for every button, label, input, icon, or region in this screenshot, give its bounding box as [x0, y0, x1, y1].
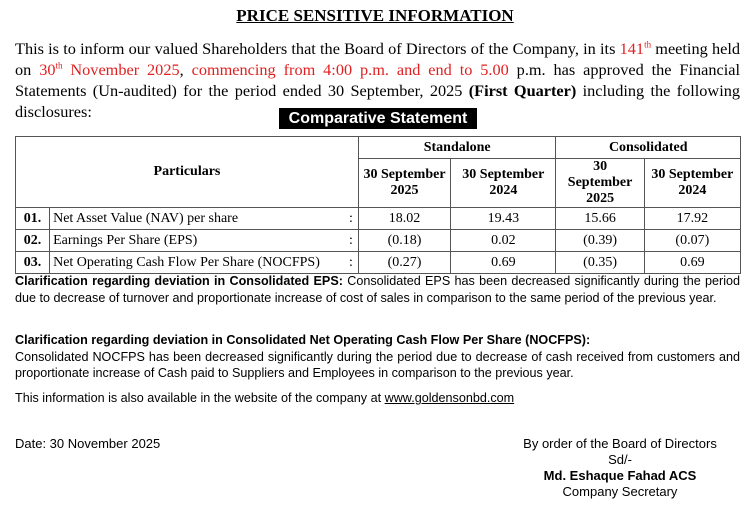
- sup: th: [55, 60, 63, 71]
- nocfps-clarification: [15, 332, 740, 382]
- signature-block: [505, 436, 735, 500]
- standalone-header: Standalone: [358, 137, 556, 159]
- consolidated-header: Consolidated: [556, 137, 741, 159]
- row-number: 03.: [16, 252, 50, 274]
- meeting-time: commencing from 4:00 p.m. and end to 5.00: [191, 60, 509, 79]
- cell: 17.92: [644, 208, 740, 230]
- table-row: [16, 208, 741, 230]
- signatory-role: Company Secretary: [562, 484, 678, 499]
- cell: 0.69: [451, 252, 556, 274]
- eps-clarification: [15, 273, 740, 306]
- website-link[interactable]: www.goldensonbd.com: [384, 391, 515, 405]
- meeting-date: [39, 60, 179, 79]
- sign-line: By order of the Board of Directors: [523, 436, 717, 451]
- website-note: [15, 390, 740, 407]
- cell: 15.66: [556, 208, 644, 230]
- period-header: 30 September 2024: [644, 159, 740, 208]
- table-row: [16, 230, 741, 252]
- intro-text: ,: [179, 60, 192, 79]
- clarification-heading: Clarification regarding deviation in Consolidated Net Operating Cash Flow Per Share (NOCFPS):: [15, 333, 591, 347]
- comparative-table: [15, 136, 741, 274]
- date-day: 30: [39, 60, 56, 79]
- quarter-label: (First Quarter): [468, 81, 577, 100]
- meeting-number: [620, 39, 651, 58]
- intro-text: including the following disclosures:: [15, 81, 740, 121]
- meeting-no: 141: [619, 39, 645, 58]
- cell: 18.02: [358, 208, 450, 230]
- period-header: 30 September 2024: [451, 159, 556, 208]
- cell: (0.35): [556, 252, 644, 274]
- intro-text: p.m. has approved the Financial Statements (Un-audited) for the period ended 30 September, 2025: [15, 60, 741, 100]
- clarification-text: Consolidated NOCFPS has been decreased significantly during the period due to decrease of cash received from customers and proportionate increase of Cash paid to Suppliers and Employees in comparison to the previous year.: [15, 349, 740, 380]
- date-rest: November 2025: [62, 60, 180, 79]
- particulars-header: Particulars: [16, 137, 359, 208]
- intro-text: This is to inform our valued Shareholders that the Board of Directors of the Company, in its: [15, 39, 620, 58]
- page-title: PRICE SENSITIVE INFORMATION: [236, 6, 514, 25]
- period-header: 30 September 2025: [358, 159, 450, 208]
- row-number: 01.: [16, 208, 50, 230]
- sup: th: [644, 39, 652, 50]
- colon: :: [344, 252, 359, 274]
- cell: (0.07): [644, 230, 740, 252]
- row-label: Net Operating Cash Flow Per Share (NOCFPS): [50, 252, 344, 274]
- colon: :: [344, 208, 359, 230]
- intro-text: meeting held on: [15, 39, 740, 79]
- row-label: Earnings Per Share (EPS): [50, 230, 344, 252]
- row-number: 02.: [16, 230, 50, 252]
- colon: :: [344, 230, 359, 252]
- website-text: This information is also available in the website of the company at: [15, 391, 385, 405]
- clarification-text: Consolidated EPS has been decreased significantly during the period due to decrease of turnover and proportionate increase of cost of sales in comparison to the same period of the previous year.: [15, 274, 740, 305]
- cell: (0.27): [358, 252, 450, 274]
- date: Date: 30 November 2025: [15, 436, 161, 451]
- sign-line: Sd/-: [608, 452, 632, 467]
- section-heading: Comparative Statement: [279, 108, 477, 129]
- period-header: 30 September 2025: [556, 159, 644, 208]
- table-row: [16, 252, 741, 274]
- cell: 0.02: [451, 230, 556, 252]
- cell: (0.18): [358, 230, 450, 252]
- cell: 19.43: [451, 208, 556, 230]
- signatory-name: Md. Eshaque Fahad ACS: [543, 468, 697, 483]
- cell: 0.69: [644, 252, 740, 274]
- row-label: Net Asset Value (NAV) per share: [50, 208, 344, 230]
- clarification-heading: Clarification regarding deviation in Consolidated EPS:: [15, 274, 343, 288]
- cell: (0.39): [556, 230, 644, 252]
